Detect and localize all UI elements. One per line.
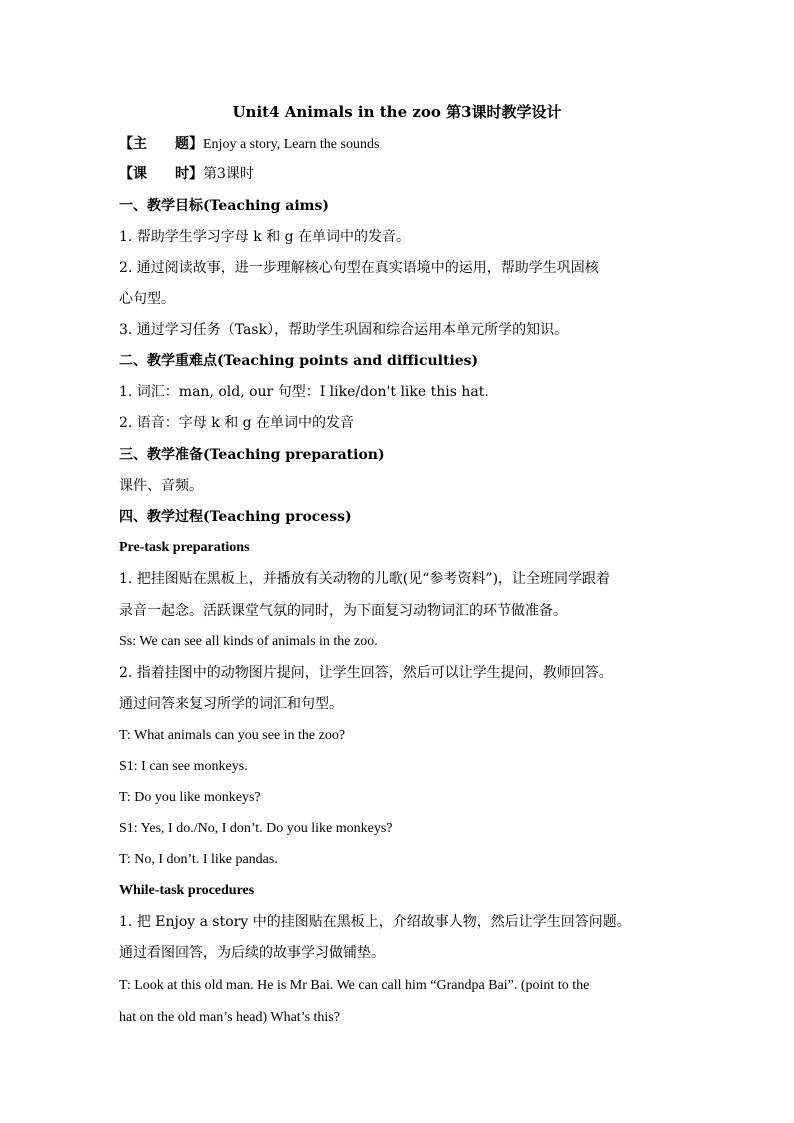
pre-task-line: T: What animals can you see in the zoo? [119, 728, 346, 743]
points-item: 2. 语音：字母 k 和 g 在单词中的发音 [119, 415, 355, 431]
while-task-line: T: Look at this old man. He is Mr Bai. We can call him “Grandpa Bai”. (point to the [119, 978, 590, 993]
pre-task-heading: Pre-task preparations [119, 540, 250, 555]
while-task-heading: While-task procedures [119, 883, 255, 898]
process-heading: 四、教学过程(Teaching process) [119, 509, 352, 525]
pre-task-line: 通过问答来复习所学的词汇和句型。 [119, 696, 343, 712]
pre-task-line: S1: I can see monkeys. [119, 759, 248, 774]
aims-item: 1. 帮助学生学习字母 k 和 g 在单词中的发音。 [119, 229, 411, 245]
pre-task-line: 1. 把挂图贴在黑板上，并播放有关动物的儿歌(见“参考资料”)，让全班同学跟着 [119, 571, 611, 587]
points-item: 1. 词汇：man, old, our 句型：I like/don't like this hat. [119, 384, 489, 400]
aims-heading: 一、教学目标(Teaching aims) [119, 198, 329, 214]
pre-task-line: 录音一起念。活跃课堂气氛的同时，为下面复习动物词汇的环节做准备。 [119, 603, 567, 619]
preparation-text: 课件、音频。 [119, 478, 203, 494]
while-task-line: 通过看图回答，为后续的故事学习做铺垫。 [119, 945, 385, 961]
topic-row [119, 134, 679, 155]
points-heading: 二、教学重难点(Teaching points and difficulties) [119, 353, 479, 369]
period-row [119, 164, 679, 184]
aims-item: 2. 通过阅读故事，进一步理解核心句型在真实语境中的运用，帮助学生巩固核 [119, 260, 599, 276]
pre-task-line: T: No, I don’t. I like pandas. [119, 852, 278, 867]
topic-value: Enjoy a story, Learn the sounds [203, 137, 380, 152]
period-label: 【课 时】 [119, 166, 203, 182]
preparation-heading: 三、教学准备(Teaching preparation) [119, 447, 385, 463]
while-task-line: 1. 把 Enjoy a story 中的挂图贴在黑板上，介绍故事人物，然后让学生回答问题。 [119, 914, 631, 930]
page-title: Unit4 Animals in the zoo 第3课时教学设计 [232, 103, 562, 121]
while-task-line: hat on the old man’s head) What’s this? [119, 1010, 340, 1025]
period-value: 第3课时 [203, 166, 254, 182]
aims-item: 3. 通过学习任务（Task），帮助学生巩固和综合运用本单元所学的知识。 [119, 322, 569, 338]
pre-task-line: S1: Yes, I do./No, I don’t. Do you like monkeys? [119, 821, 393, 836]
pre-task-line: Ss: We can see all kinds of animals in the zoo. [119, 634, 378, 649]
pre-task-line: T: Do you like monkeys? [119, 790, 261, 805]
pre-task-line: 2. 指着挂图中的动物图片提问，让学生回答，然后可以让学生提问，教师回答。 [119, 665, 613, 681]
aims-item: 心句型。 [119, 291, 175, 307]
topic-label: 【主 题】 [119, 136, 203, 152]
